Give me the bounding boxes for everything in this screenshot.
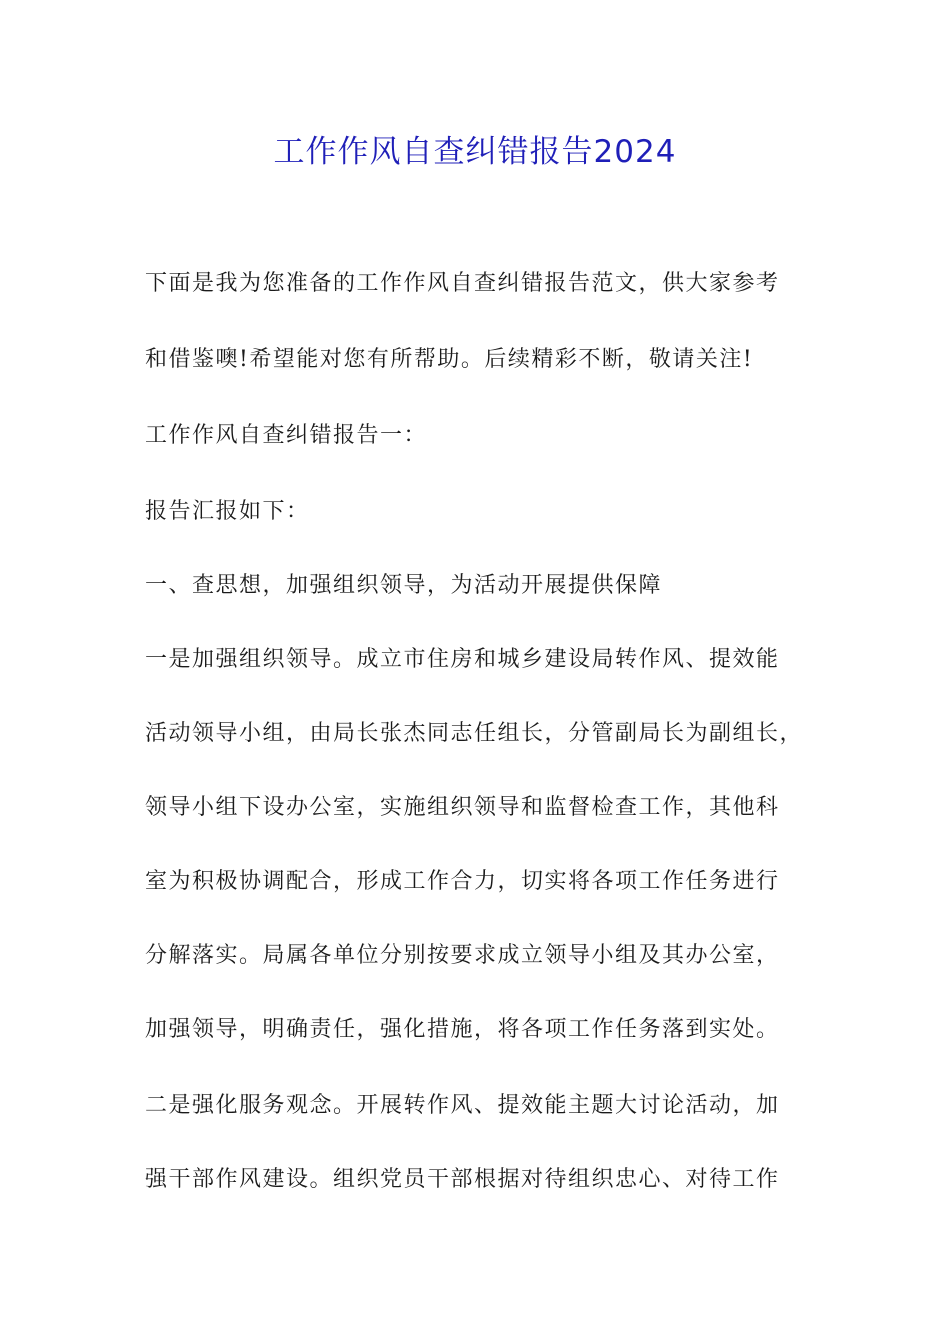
body-line: 一是加强组织领导。成立市住房和城乡建设局转作风、提效能 — [145, 647, 780, 672]
body-line: 分解落实。局属各单位分别按要求成立领导小组及其办公室， — [145, 943, 780, 968]
document-title: 工作作风自查纠错报告2024 — [273, 134, 677, 170]
body-line: 下面是我为您准备的工作作风自查纠错报告范文，供大家参考 — [145, 271, 780, 296]
body-line: 二是强化服务观念。开展转作风、提效能主题大讨论活动，加 — [145, 1093, 780, 1118]
body-line: 活动领导小组，由局长张杰同志任组长，分管副局长为副组长， — [145, 721, 804, 746]
body-line: 一、查思想，加强组织领导，为活动开展提供保障 — [145, 573, 663, 598]
body-line: 室为积极协调配合，形成工作合力，切实将各项工作任务进行 — [145, 869, 780, 894]
body-line: 强干部作风建设。组织党员干部根据对待组织忠心、对待工作 — [145, 1167, 780, 1192]
body-line: 领导小组下设办公室，实施组织领导和监督检查工作，其他科 — [145, 795, 780, 820]
body-line: 工作作风自查纠错报告一： — [145, 423, 428, 448]
body-line: 和借鉴噢!希望能对您有所帮助。后续精彩不断，敬请关注! — [145, 347, 754, 372]
body-line: 加强领导，明确责任，强化措施，将各项工作任务落到实处。 — [145, 1017, 780, 1042]
body-line: 报告汇报如下： — [145, 499, 310, 524]
